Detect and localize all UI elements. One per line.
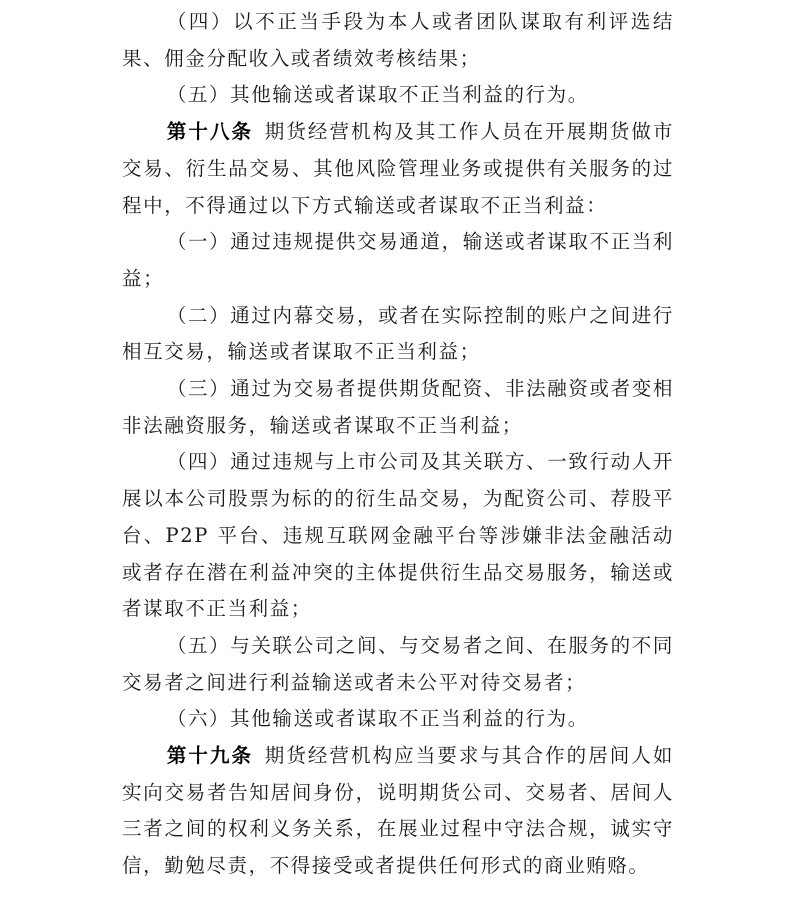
paragraph-text: 期货经营机构及其工作人员在开展期货做市交易、衍生品交易、其他风险管理业务或提供有关服务的过程中，不得通过以下方式输送或者谋取不正当利益：: [122, 120, 674, 217]
paragraph-text: （二）通过内幕交易，或者在实际控制的账户之间进行相互交易，输送或者谋取不正当利益；: [122, 303, 674, 364]
article-18-item-3: [122, 371, 674, 444]
paragraph-text: 期货经营机构应当要求与其合作的居间人如实向交易者告知居间身份，说明期货公司、交易者、居间人三者之间的权利义务关系，在展业过程中守法合规，诚实守信，勤勉尽责，不得接受或者提供任何形式的商业贿赂。: [122, 744, 674, 878]
paragraph-text: （四）通过违规与上市公司及其关联方、一致行动人开展以本公司股票为标的的衍生品交易，为配资公司、荐股平台、P2P 平台、违规互联网金融平台等涉嫌非法金融活动或者存在潜在利益冲突的主体提供衍生品交易服务，输送或者谋取不正当利益；: [122, 450, 674, 621]
document-page: [122, 4, 674, 885]
article-18: [122, 114, 674, 224]
paragraph-item-5-other: [122, 77, 674, 114]
article-18-item-1: [122, 224, 674, 297]
article-heading: 第十八条: [166, 120, 254, 144]
paragraph-text: （五）其他输送或者谋取不正当利益的行为。: [166, 83, 589, 107]
article-18-item-2: [122, 298, 674, 371]
paragraph-text: （六）其他输送或者谋取不正当利益的行为。: [166, 707, 589, 731]
paragraph-text: （三）通过为交易者提供期货配资、非法融资或者变相非法融资服务，输送或者谋取不正当利益；: [122, 377, 674, 437]
article-18-item-5: [122, 628, 674, 701]
article-18-item-4: [122, 444, 674, 628]
paragraph-text: （五）与关联公司之间、与交易者之间、在服务的不同交易者之间进行利益输送或者未公平对待交易者；: [122, 633, 674, 694]
paragraph-text: （四）以不正当手段为本人或者团队谋取有利评选结果、佣金分配收入或者绩效考核结果；: [122, 10, 674, 70]
paragraph-text: （一）通过违规提供交易通道，输送或者谋取不正当利益；: [122, 230, 674, 290]
article-18-item-6: [122, 701, 674, 738]
paragraph-item-4-conclusion: [122, 4, 674, 77]
article-19: [122, 738, 674, 885]
article-heading: 第十九条: [166, 744, 254, 768]
